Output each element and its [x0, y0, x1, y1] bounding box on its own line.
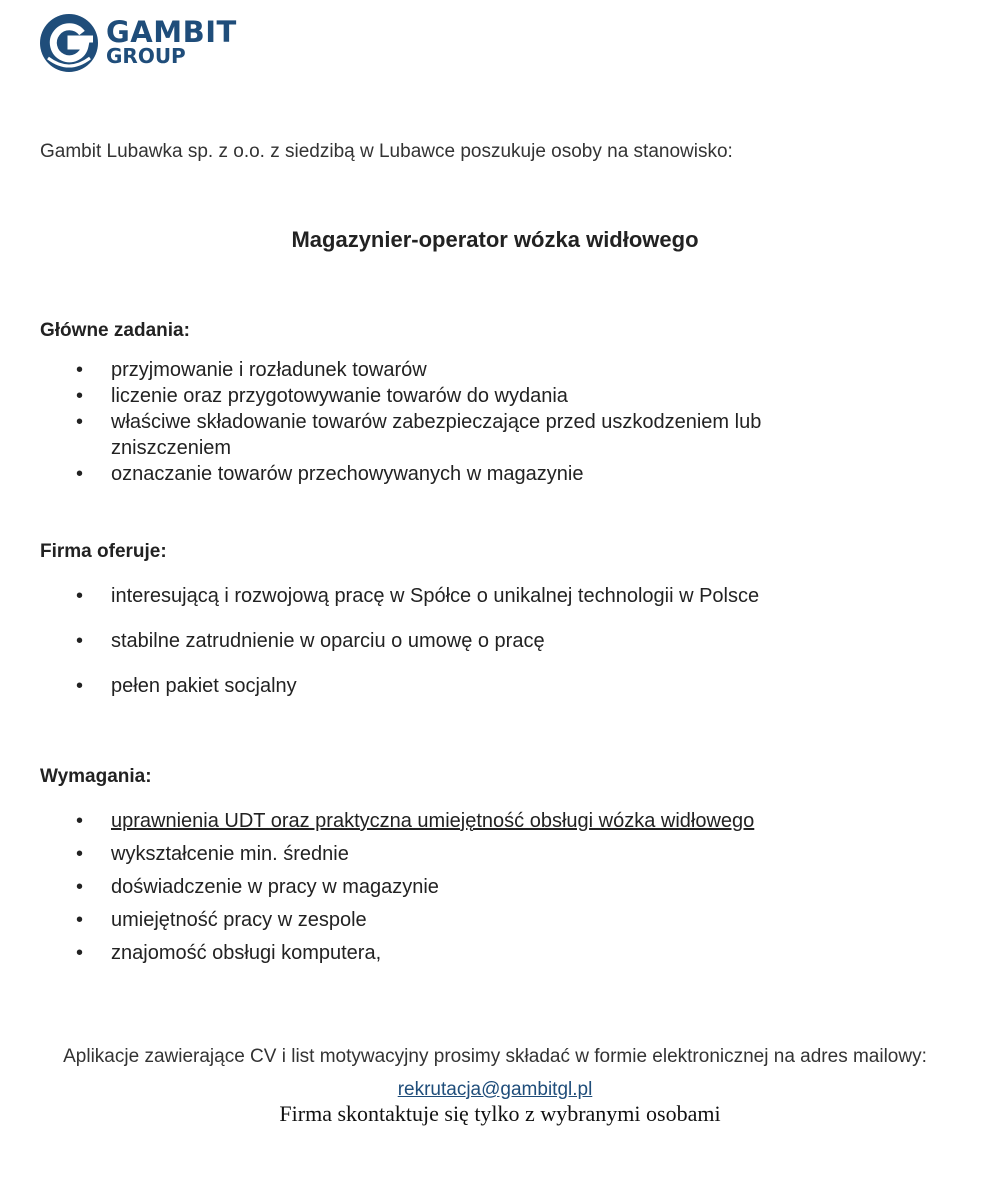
list-item: • oznaczanie towarów przechowywanych w magazynie: [0, 461, 1000, 487]
tasks-heading: Główne zadania:: [40, 320, 190, 341]
list-item: • wykształcenie min. średnie: [0, 841, 1000, 867]
recruitment-email-link[interactable]: rekrutacja@gambitgl.pl: [397, 1079, 593, 1100]
list-item: • interesującą i rozwojową pracę w Spółce o unikalnej technologii w Polsce: [0, 583, 1000, 609]
list-item: • uprawnienia UDT oraz praktyczna umiejętność obsługi wózka widłowego: [0, 808, 1000, 834]
logo-line2: GROUP: [106, 44, 186, 68]
intro-text: Gambit Lubawka sp. z o.o. z siedzibą w Lubawce poszukuje osoby na stanowisko:: [40, 141, 733, 162]
offer-heading: Firma oferuje:: [40, 541, 167, 562]
offer-list: [0, 583, 1000, 718]
list-item: • pełen pakiet socjalny: [0, 673, 1000, 699]
gambit-logo-icon: [38, 12, 100, 74]
company-logo: [38, 12, 237, 74]
requirements-heading: Wymagania:: [40, 766, 152, 787]
contact-note: Firma skontaktuje się tylko z wybranymi osobami: [279, 1101, 721, 1126]
tasks-list: [0, 357, 1000, 487]
apply-instructions: [40, 1040, 950, 1106]
job-title: Magazynier-operator wózka widłowego: [291, 227, 699, 252]
logo-wordmark: [106, 15, 237, 68]
list-item: • doświadczenie w pracy w magazynie: [0, 874, 1000, 900]
list-item: • przyjmowanie i rozładunek towarów: [0, 357, 1000, 383]
list-item: • stabilne zatrudnienie w oparciu o umowę o pracę: [0, 628, 1000, 654]
logo-line1: GAMBIT: [106, 15, 237, 49]
list-item: • znajomość obsługi komputera,: [0, 940, 1000, 966]
list-item: • umiejętność pracy w zespole: [0, 907, 1000, 933]
apply-text: Aplikacje zawierające CV i list motywacyjny prosimy składać w formie elektronicznej na adres mailowy:: [63, 1046, 927, 1067]
list-item: • właściwe składowanie towarów zabezpieczające przed uszkodzeniem lub zniszczeniem: [0, 409, 1000, 461]
list-item: • liczenie oraz przygotowywanie towarów do wydania: [0, 383, 1000, 409]
requirements-list: [0, 808, 1000, 973]
